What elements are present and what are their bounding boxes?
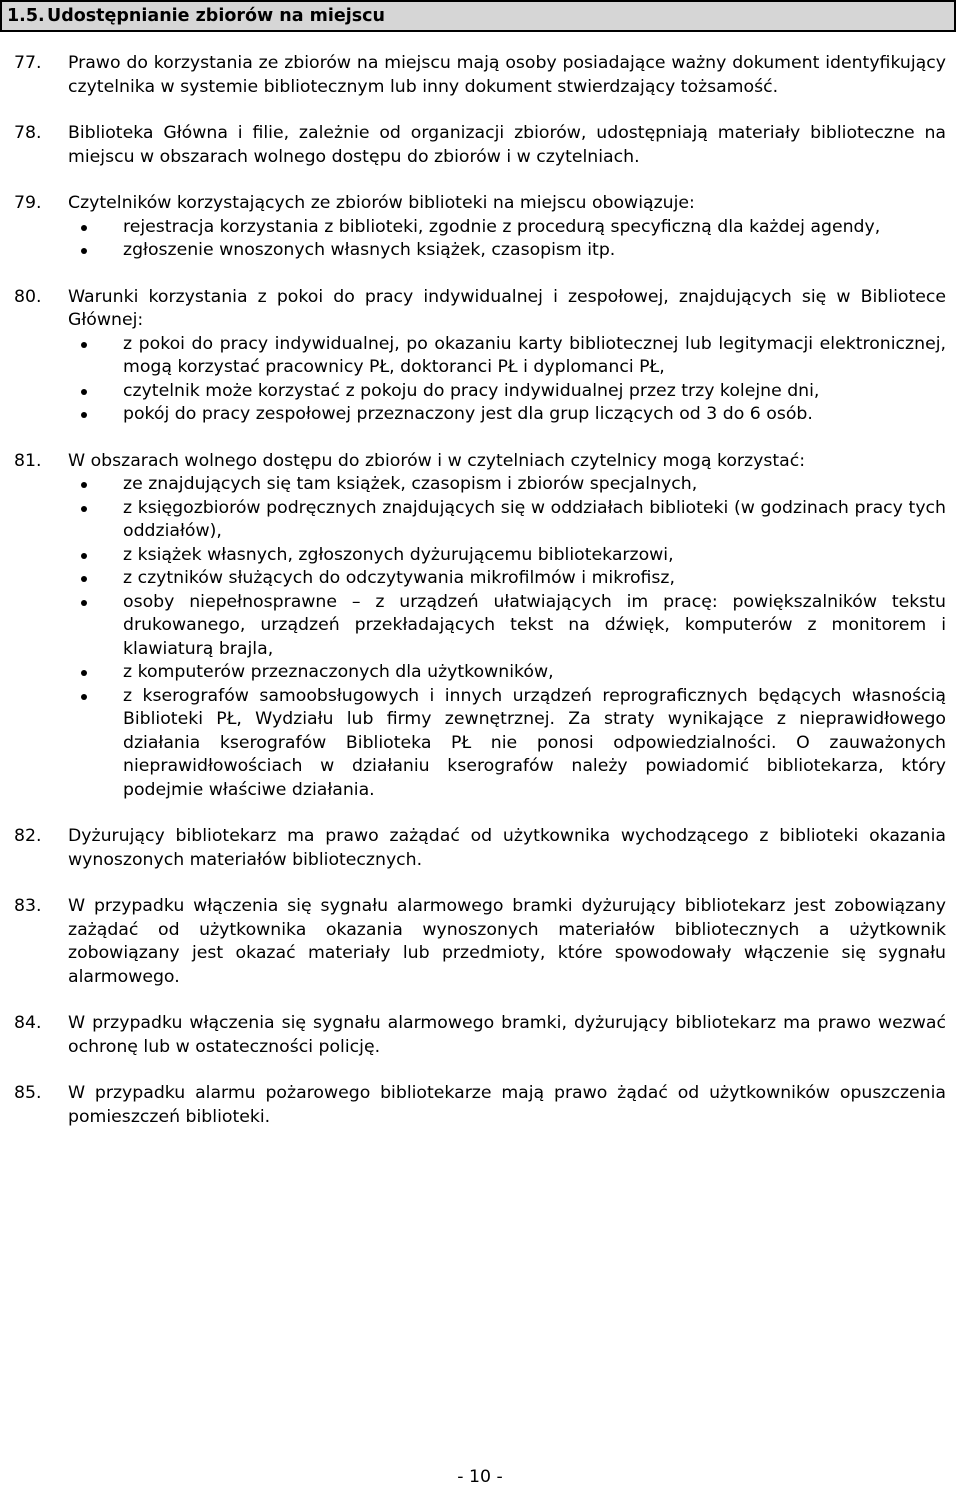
paragraph-number: 77. bbox=[14, 53, 42, 73]
paragraph-number: 82. bbox=[14, 826, 42, 846]
paragraph-79 bbox=[0, 192, 946, 263]
paragraph-number: 84. bbox=[14, 1013, 42, 1033]
paragraph-text: Prawo do korzystania ze zbiorów na miejscu mają osoby posiadające ważny dokument identyfikujący czytelnika w systemie bibliotecznym lub inny dokument stwierdzający tożsamość. bbox=[68, 53, 946, 97]
bullet-list bbox=[68, 333, 946, 427]
paragraph-text: Dyżurujący bibliotekarz ma prawo zażądać od użytkownika wychodzącego z biblioteki okazania wynoszonych materiałów bibliotecznych. bbox=[68, 826, 946, 870]
section-header bbox=[0, 0, 956, 32]
bullet-list bbox=[68, 473, 946, 802]
paragraph-number: 80. bbox=[14, 286, 42, 307]
paragraph-78 bbox=[0, 122, 946, 169]
paragraph-number: 81. bbox=[14, 450, 42, 471]
paragraph-text: W przypadku włączenia się sygnału alarmowego bramki, dyżurujący bibliotekarz ma prawo wezwać ochronę lub w ostateczności policję. bbox=[68, 1013, 946, 1057]
section-header-title: Udostępnianie zbiorów na miejscu bbox=[47, 6, 385, 26]
paragraph-text: Warunki korzystania z pokoi do pracy indywidualnej i zespołowej, znajdujących się w Bibliotece Głównej: bbox=[68, 286, 946, 330]
paragraph-77 bbox=[0, 52, 946, 99]
paragraph-number: 83. bbox=[14, 896, 42, 916]
list-item: pokój do pracy zespołowej przeznaczony jest dla grup liczących od 3 do 6 osób. bbox=[68, 403, 946, 427]
paragraph-83 bbox=[0, 895, 946, 989]
page-number: - 10 - bbox=[457, 1467, 503, 1487]
list-item: z czytników służących do odczytywania mikrofilmów i mikrofisz, bbox=[68, 567, 946, 591]
paragraph-82 bbox=[0, 825, 946, 872]
paragraph-84 bbox=[0, 1012, 946, 1059]
section-header-number: 1.5. bbox=[7, 6, 45, 26]
bullet-list bbox=[68, 216, 946, 263]
paragraph-text: W obszarach wolnego dostępu do zbiorów i w czytelniach czytelnicy mogą korzystać: bbox=[68, 450, 806, 471]
paragraph-text: Biblioteka Główna i filie, zależnie od organizacji zbiorów, udostępniają materiały biblioteczne na miejscu w obszarach wolnego dostępu do zbiorów i w czytelniach. bbox=[68, 123, 946, 167]
paragraph-80 bbox=[0, 286, 946, 427]
paragraph-number: 79. bbox=[14, 193, 42, 213]
paragraph-number: 85. bbox=[14, 1083, 42, 1103]
document-body bbox=[0, 52, 946, 1152]
list-item: z księgozbiorów podręcznych znajdujących się w oddziałach biblioteki (w godzinach pracy tych oddziałów), bbox=[68, 497, 946, 544]
paragraph-text: W przypadku włączenia się sygnału alarmowego bramki dyżurujący bibliotekarz jest zobowiązany zażądać od użytkownika okazania wynoszonych materiałów bibliotecznych a użytkownik zobowiązany jest okazać materiały lub przedmioty, które spowodowały włączenie się sygnału alarmowego. bbox=[68, 896, 946, 987]
paragraph-text: Czytelników korzystających ze zbiorów biblioteki na miejscu obowiązuje: bbox=[68, 193, 695, 213]
list-item: z komputerów przeznaczonych dla użytkowników, bbox=[68, 661, 946, 685]
list-item: z pokoi do pracy indywidualnej, po okazaniu karty bibliotecznej lub legitymacji elektronicznej, mogą korzystać pracownicy PŁ, doktoranci PŁ i dyplomanci PŁ, bbox=[68, 333, 946, 380]
paragraph-text: W przypadku alarmu pożarowego bibliotekarze mają prawo żądać od użytkowników opuszczenia pomieszczeń biblioteki. bbox=[68, 1083, 946, 1127]
paragraph-85 bbox=[0, 1082, 946, 1129]
list-item: czytelnik może korzystać z pokoju do pracy indywidualnej przez trzy kolejne dni, bbox=[68, 380, 946, 404]
list-item: rejestracja korzystania z biblioteki, zgodnie z procedurą specyficzną dla każdej agendy, bbox=[68, 216, 946, 240]
list-item: zgłoszenie wnoszonych własnych książek, czasopism itp. bbox=[68, 239, 946, 263]
list-item: z książek własnych, zgłoszonych dyżurującemu bibliotekarzowi, bbox=[68, 544, 946, 568]
list-item: z kserografów samoobsługowych i innych urządzeń reprograficznych będących własnością Biblioteki PŁ, Wydziału lub firmy zewnętrznej. Za straty wynikające z nieprawidłowego działania kserografów Biblioteka PŁ nie ponosi odpowiedzialności. O zauważonych nieprawidłowościach w działaniu kserografów należy powiadomić bibliotekarza, który podejmie właściwe działania. bbox=[68, 685, 946, 803]
paragraph-81 bbox=[0, 450, 946, 803]
paragraph-number: 78. bbox=[14, 123, 42, 143]
list-item: ze znajdujących się tam książek, czasopism i zbiorów specjalnych, bbox=[68, 473, 946, 497]
list-item: osoby niepełnosprawne – z urządzeń ułatwiających im pracę: powiększalników tekstu drukowanego, urządzeń przekładających tekst na dźwięk, komputerów z monitorem i klawiaturą brajla, bbox=[68, 591, 946, 662]
